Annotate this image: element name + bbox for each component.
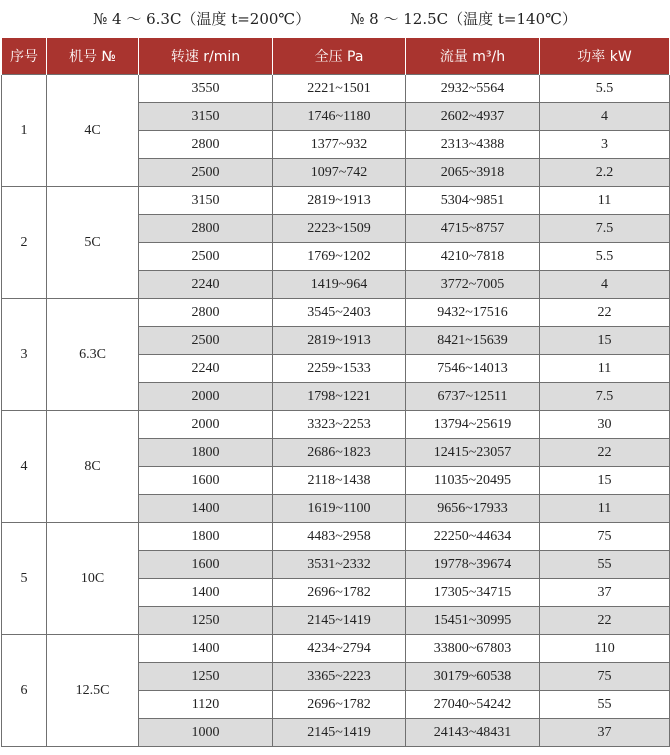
pressure-cell: 4483~2958 [273, 523, 406, 551]
table-row [2, 635, 670, 663]
power-cell: 2.2 [540, 159, 670, 187]
speed-cell: 2800 [139, 131, 273, 159]
power-cell: 55 [540, 691, 670, 719]
power-cell: 37 [540, 719, 670, 747]
flow-cell: 9656~17933 [406, 495, 540, 523]
power-cell: 55 [540, 551, 670, 579]
pressure-cell: 1746~1180 [273, 103, 406, 131]
flow-cell: 17305~34715 [406, 579, 540, 607]
power-cell: 11 [540, 495, 670, 523]
flow-cell: 7546~14013 [406, 355, 540, 383]
flow-cell: 5304~9851 [406, 187, 540, 215]
speed-cell: 1250 [139, 663, 273, 691]
speed-cell: 3150 [139, 103, 273, 131]
pressure-cell: 2223~1509 [273, 215, 406, 243]
speed-cell: 1400 [139, 635, 273, 663]
speed-cell: 3550 [139, 75, 273, 103]
power-cell: 15 [540, 467, 670, 495]
flow-cell: 30179~60538 [406, 663, 540, 691]
power-cell: 7.5 [540, 383, 670, 411]
flow-cell: 13794~25619 [406, 411, 540, 439]
speed-cell: 1800 [139, 523, 273, 551]
header-flow: 流量 m³/h [406, 38, 540, 75]
pressure-cell: 3365~2223 [273, 663, 406, 691]
power-cell: 75 [540, 523, 670, 551]
power-cell: 15 [540, 327, 670, 355]
header-model: 机号 № [47, 38, 139, 75]
pressure-cell: 1419~964 [273, 271, 406, 299]
speed-cell: 1250 [139, 607, 273, 635]
model-number-cell: 6.3C [47, 299, 139, 411]
flow-cell: 3772~7005 [406, 271, 540, 299]
pressure-cell: 2686~1823 [273, 439, 406, 467]
serial-number-cell: 5 [2, 523, 47, 635]
flow-cell: 8421~15639 [406, 327, 540, 355]
speed-cell: 1120 [139, 691, 273, 719]
model-number-cell: 10C [47, 523, 139, 635]
power-cell: 3 [540, 131, 670, 159]
flow-cell: 19778~39674 [406, 551, 540, 579]
speed-cell: 1600 [139, 551, 273, 579]
flow-cell: 15451~30995 [406, 607, 540, 635]
pressure-cell: 2221~1501 [273, 75, 406, 103]
flow-cell: 11035~20495 [406, 467, 540, 495]
model-number-cell: 5C [47, 187, 139, 299]
power-cell: 110 [540, 635, 670, 663]
power-cell: 30 [540, 411, 670, 439]
flow-cell: 2932~5564 [406, 75, 540, 103]
speed-cell: 1600 [139, 467, 273, 495]
flow-cell: 24143~48431 [406, 719, 540, 747]
power-cell: 4 [540, 103, 670, 131]
pressure-cell: 1377~932 [273, 131, 406, 159]
flow-cell: 2602~4937 [406, 103, 540, 131]
speed-cell: 2240 [139, 271, 273, 299]
flow-cell: 4210~7818 [406, 243, 540, 271]
speed-cell: 1400 [139, 495, 273, 523]
serial-number-cell: 6 [2, 635, 47, 747]
speed-cell: 2500 [139, 327, 273, 355]
table-caption [0, 0, 670, 36]
flow-cell: 9432~17516 [406, 299, 540, 327]
pressure-cell: 1097~742 [273, 159, 406, 187]
serial-number-cell: 4 [2, 411, 47, 523]
serial-number-cell: 3 [2, 299, 47, 411]
pressure-cell: 2259~1533 [273, 355, 406, 383]
power-cell: 11 [540, 187, 670, 215]
power-cell: 5.5 [540, 75, 670, 103]
pressure-cell: 2819~1913 [273, 327, 406, 355]
pressure-cell: 2118~1438 [273, 467, 406, 495]
model-number-cell: 4C [47, 75, 139, 187]
pressure-cell: 2696~1782 [273, 691, 406, 719]
table-header-row [2, 38, 670, 75]
header-serial: 序号 [2, 38, 47, 75]
speed-cell: 2000 [139, 383, 273, 411]
pressure-cell: 2696~1782 [273, 579, 406, 607]
serial-number-cell: 1 [2, 75, 47, 187]
header-power: 功率 kW [540, 38, 670, 75]
power-cell: 22 [540, 607, 670, 635]
power-cell: 7.5 [540, 215, 670, 243]
speed-cell: 2500 [139, 159, 273, 187]
speed-cell: 1400 [139, 579, 273, 607]
speed-cell: 2240 [139, 355, 273, 383]
pressure-cell: 2145~1419 [273, 607, 406, 635]
pressure-cell: 3531~2332 [273, 551, 406, 579]
speed-cell: 1000 [139, 719, 273, 747]
pressure-cell: 3545~2403 [273, 299, 406, 327]
pressure-cell: 1769~1202 [273, 243, 406, 271]
power-cell: 75 [540, 663, 670, 691]
flow-cell: 22250~44634 [406, 523, 540, 551]
pressure-cell: 2819~1913 [273, 187, 406, 215]
caption-right: № 8 ～ 12.5C（温度 t=140℃） [350, 9, 577, 28]
speed-cell: 2800 [139, 299, 273, 327]
table-row [2, 187, 670, 215]
flow-cell: 2065~3918 [406, 159, 540, 187]
speed-cell: 2000 [139, 411, 273, 439]
flow-cell: 12415~23057 [406, 439, 540, 467]
header-speed: 转速 r/min [139, 38, 273, 75]
flow-cell: 4715~8757 [406, 215, 540, 243]
fan-performance-table [1, 38, 670, 747]
power-cell: 22 [540, 299, 670, 327]
power-cell: 37 [540, 579, 670, 607]
model-number-cell: 8C [47, 411, 139, 523]
header-pressure: 全压 Pa [273, 38, 406, 75]
table-row [2, 411, 670, 439]
power-cell: 22 [540, 439, 670, 467]
pressure-cell: 3323~2253 [273, 411, 406, 439]
speed-cell: 1800 [139, 439, 273, 467]
power-cell: 11 [540, 355, 670, 383]
flow-cell: 33800~67803 [406, 635, 540, 663]
pressure-cell: 4234~2794 [273, 635, 406, 663]
pressure-cell: 1798~1221 [273, 383, 406, 411]
speed-cell: 3150 [139, 187, 273, 215]
flow-cell: 27040~54242 [406, 691, 540, 719]
speed-cell: 2800 [139, 215, 273, 243]
table-row [2, 75, 670, 103]
table-row [2, 523, 670, 551]
serial-number-cell: 2 [2, 187, 47, 299]
pressure-cell: 1619~1100 [273, 495, 406, 523]
model-number-cell: 12.5C [47, 635, 139, 747]
table-body [2, 75, 670, 747]
caption-left: № 4 ～ 6.3C（温度 t=200℃） [93, 9, 311, 28]
speed-cell: 2500 [139, 243, 273, 271]
power-cell: 5.5 [540, 243, 670, 271]
pressure-cell: 2145~1419 [273, 719, 406, 747]
flow-cell: 6737~12511 [406, 383, 540, 411]
flow-cell: 2313~4388 [406, 131, 540, 159]
table-row [2, 299, 670, 327]
power-cell: 4 [540, 271, 670, 299]
